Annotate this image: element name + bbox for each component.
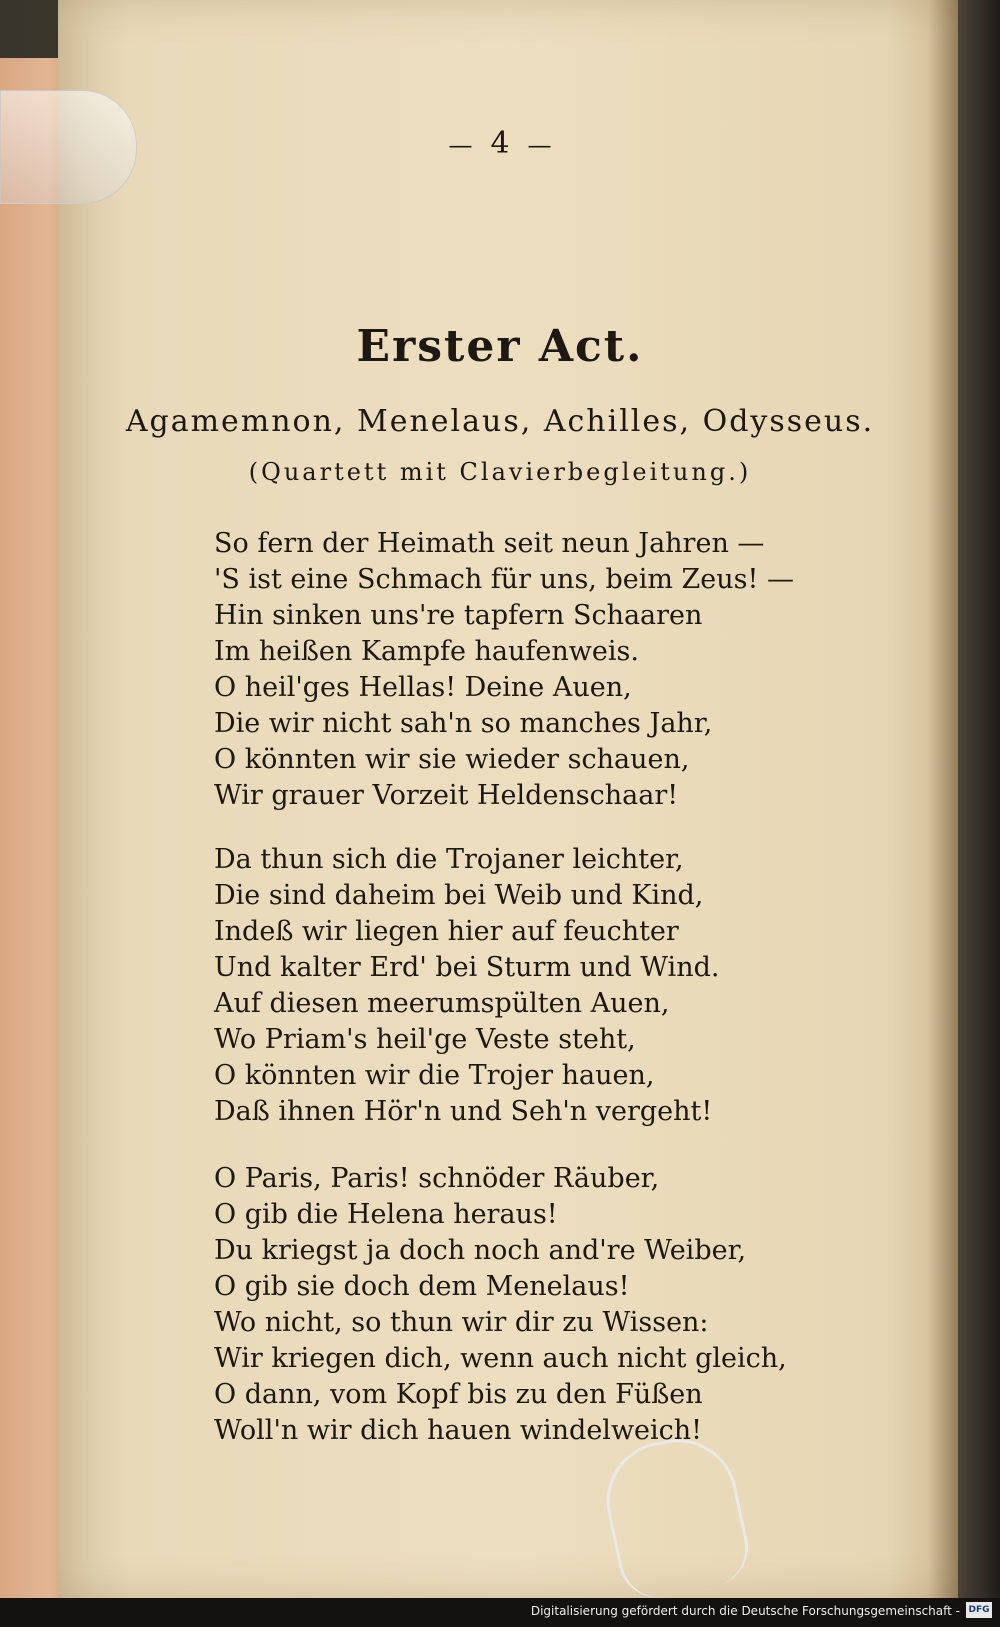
verse-line: O dann, vom Kopf bis zu den Füßen	[214, 1379, 703, 1410]
act-title: Erster Act.	[356, 321, 644, 372]
stanza-3	[214, 1161, 787, 1449]
verse-line: 'S ist eine Schmach für uns, beim Zeus! —	[214, 564, 794, 595]
verse-line: Wo Priam's heil'ge Veste steht,	[214, 1024, 636, 1055]
verse-line: Wir kriegen dich, wenn auch nicht gleich,	[214, 1343, 787, 1374]
verse-line: Indeß wir liegen hier auf feuchter	[214, 916, 679, 947]
verse-line: Und kalter Erd' bei Sturm und Wind.	[214, 952, 720, 983]
verse-line: O gib sie doch dem Menelaus!	[214, 1271, 630, 1302]
verse-line: Wo nicht, so thun wir dir zu Wissen:	[214, 1307, 709, 1338]
page-number-value: 4	[490, 126, 510, 161]
verse-line: Wir grauer Vorzeit Heldenschaar!	[214, 780, 679, 811]
verse-line: Daß ihnen Hör'n und Seh'n vergeht!	[214, 1096, 713, 1127]
verse-line: Hin sinken uns're tapfern Schaaren	[214, 600, 703, 631]
verse-line: So fern der Heimath seit neun Jahren —	[214, 528, 765, 559]
verse-line: O könnten wir sie wieder schauen,	[214, 744, 690, 775]
verse-line: O heil'ges Hellas! Deine Auen,	[214, 672, 632, 703]
stanza-1	[214, 526, 794, 814]
verse-line: Auf diesen meerumspülten Auen,	[214, 988, 670, 1019]
stanza-2	[214, 842, 719, 1130]
verse-line: O könnten wir die Trojer hauen,	[214, 1060, 655, 1091]
dfg-logo: DFG	[966, 1602, 992, 1618]
digitization-credit: Digitalisierung gefördert durch die Deutsche Forschungsgemeinschaft -	[530, 1604, 960, 1618]
verse-line: Die wir nicht sah'n so manches Jahr,	[214, 708, 713, 739]
verse-line: Die sind daheim bei Weib und Kind,	[214, 880, 704, 911]
page-number-dash-right: —	[527, 131, 552, 159]
page-number	[0, 126, 1000, 161]
performance-note: (Quartett mit Clavierbegleitung.)	[248, 458, 752, 486]
verse-line: Woll'n wir dich hauen windelweich!	[214, 1415, 703, 1446]
character-list: Agamemnon, Menelaus, Achilles, Odysseus.	[125, 404, 875, 439]
page-number-dash-left: —	[448, 131, 473, 159]
verse-line: Du kriegst ja doch noch and're Weiber,	[214, 1235, 747, 1266]
verse-line: Im heißen Kampfe haufenweis.	[214, 636, 639, 667]
verse-line: O Paris, Paris! schnöder Räuber,	[214, 1163, 660, 1194]
verse-line: Da thun sich die Trojaner leichter,	[214, 844, 684, 875]
verse-line: O gib die Helena heraus!	[214, 1199, 558, 1230]
